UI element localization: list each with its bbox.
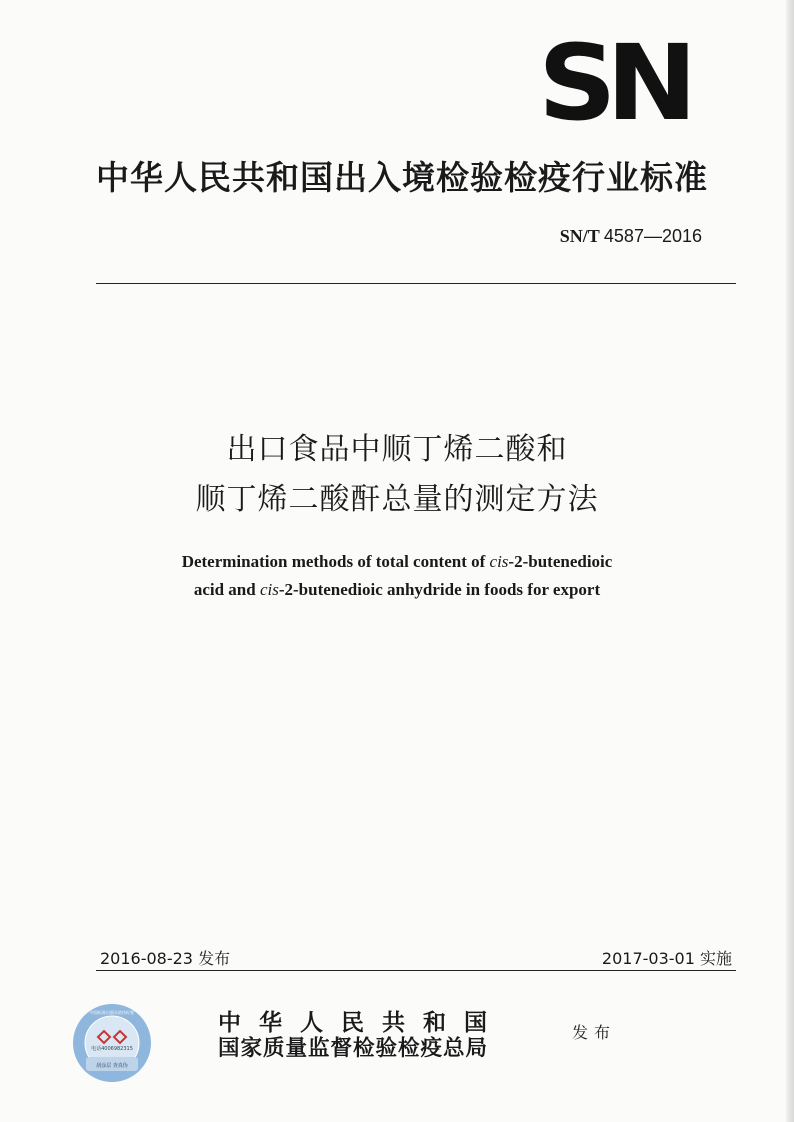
seal-bottom-text: 刮涂层 查真伪: [96, 1063, 128, 1069]
seal-top-text: 中国标准出版社防伪标签: [90, 1010, 134, 1015]
en2-cis: cis: [259, 580, 279, 599]
anti-counterfeit-seal-icon: [72, 1003, 152, 1083]
en1-cis: cis: [489, 552, 509, 571]
org-title: 中华人民共和国出入境检验检疫行业标准: [96, 158, 708, 197]
standard-number: [560, 226, 702, 247]
chinese-title-line2: 顺丁烯二酸酐总量的测定方法: [195, 482, 599, 517]
en1-pre: Determination methods of total content of: [181, 552, 490, 571]
sn-logo: SN: [538, 22, 688, 144]
english-title-line1: [0, 548, 794, 576]
seal-tel: 电话4006982315: [91, 1046, 133, 1052]
english-title-line2: [0, 576, 794, 604]
top-divider: [96, 283, 736, 284]
chinese-title-line1: 出口食品中顺丁烯二酸和: [226, 432, 568, 467]
bottom-divider: [96, 970, 736, 971]
issuer-line2: 国家质量监督检验检疫总局: [218, 1036, 489, 1061]
implementation-date: 2017-03-01 实施: [601, 949, 732, 968]
english-title: [0, 548, 794, 604]
standard-prefix: SN/T: [559, 226, 600, 246]
issue-action: 发布: [572, 1023, 617, 1042]
en2-pre: acid and: [193, 580, 260, 599]
chinese-title: [0, 425, 794, 525]
standard-code: 4587—2016: [603, 226, 702, 246]
issuer-line1: 中华人民共和国: [218, 1009, 505, 1036]
en2-post: -2-butenedioic anhydride in foods for export: [278, 580, 601, 599]
issue-date: 2016-08-23 发布: [100, 949, 231, 968]
en1-post: -2-butenedioic: [508, 552, 613, 571]
